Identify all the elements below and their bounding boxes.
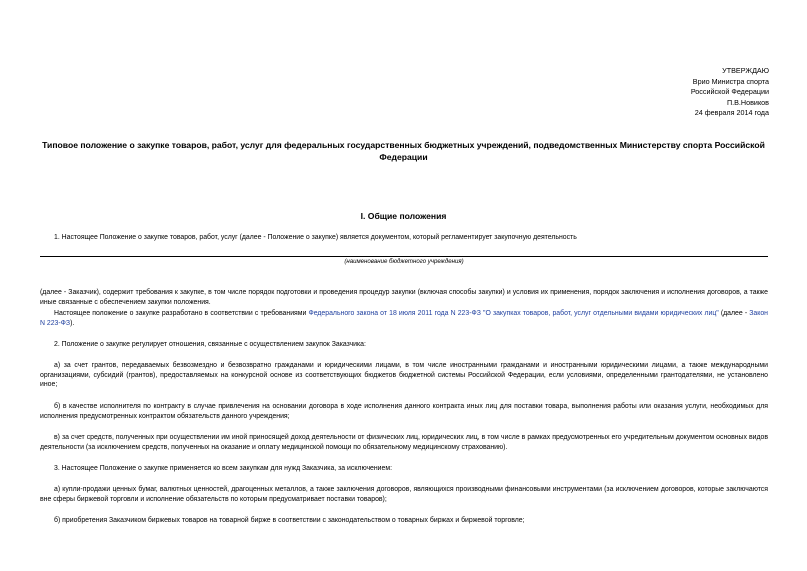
paragraph-2c: в) за счет средств, полученных при осуществлении им иной приносящей доход деятельности от физических лиц, юридических лиц, в том числе в рамках предусмотренных его учредительным документом основных видов деятельности (за исключением средств, полученных на оказание и оплату медицинской помощи по обязательному медицинскому страхованию). [40,434,768,451]
paragraph-2b: б) в качестве исполнителя по контракту в случае привлечения на основании договора в ходе исполнения данного контракта иных лиц для поставки товара, выполнения работы или оказания услуги, необходимых для исполнения предусмотренных контрактом обязательств данного учреждения; [40,403,768,420]
paragraph-1-continued: (далее - Заказчик), содержит требования к закупке, в том числе порядок подготовки и проведения процедур закупки (включая способы закупки) и условия их применения, порядок заключения и исполнения договоров, а также иные связанные с обеспечением закупки положения. [40,289,768,306]
document-title: Типовое положение о закупке товаров, работ, услуг для федеральных государственных бюджетных учреждений, подведомственных Министерству спорта Российской Федерации [42,140,765,162]
legal-basis-text-mid: (далее - [718,310,750,317]
paragraph-3b: б) приобретения Заказчиком биржевых товаров на товарной бирже в соответствии с законодательством о товарных биржах и биржевой торговле; [54,517,525,524]
federal-law-link[interactable]: Федерального закона от 18 июля 2011 года N 223-ФЗ "О закупках товаров, работ, услуг отдельными видами юридических лиц" [308,310,719,317]
legal-basis-text-start: Настоящее положение о закупке разработано в соответствии с требованиями [54,310,309,317]
paragraph-2a: а) за счет грантов, передаваемых безвозмездно и безвозвратно гражданами и юридическими лицами, в том числе иностранными гражданами и иностранными юридическими лицами, а также международными организациями, субсидий (грантов), предоставляемых на конкурсной основе из соответствующих бюджетов бюджетной системы Российской Федерации, если условиями, определенными грантодателями, не установлено иное; [40,362,768,389]
approval-date: 24 февраля 2014 года [694,108,769,118]
paragraph-3: 3. Настоящее Положение о закупке применяется ко всем закупкам для нужд Заказчика, за исключением: [54,465,393,472]
fill-in-caption: (наименование бюджетного учреждения) [344,258,464,265]
approver-org: Российской Федерации [690,87,769,97]
approver-name: П.В.Новиков [726,97,769,107]
paragraph-1: 1. Настоящее Положение о закупке товаров, работ, услуг (далее - Положение о закупке) является документом, который регламентирует закупочную деятельность [54,234,577,241]
legal-basis-text-end: ). [70,319,75,327]
paragraph-2: 2. Положение о закупке регулирует отношения, связанные с осуществлением закупок Заказчика: [54,341,366,348]
paragraph-3a: а) купли-продажи ценных бумаг, валютных ценностей, драгоценных металлов, а также заключения договоров, являющихся производными финансовыми инструментами (за исключением договоров, которые заключаются вне сферы биржевой торговли и исполнение обязательств по которым предусматривает поставки товаров); [40,486,768,503]
approval-heading: УТВЕРЖДАЮ [722,66,769,75]
paragraph-legal-basis [40,309,768,328]
approval-block [691,66,769,119]
law-223-link[interactable]: Закон N 223-ФЗ [40,310,768,327]
section-heading: I. Общие положения [360,211,447,221]
approver-position: Врио Министра спорта [692,76,769,86]
fill-in-line [40,256,768,257]
